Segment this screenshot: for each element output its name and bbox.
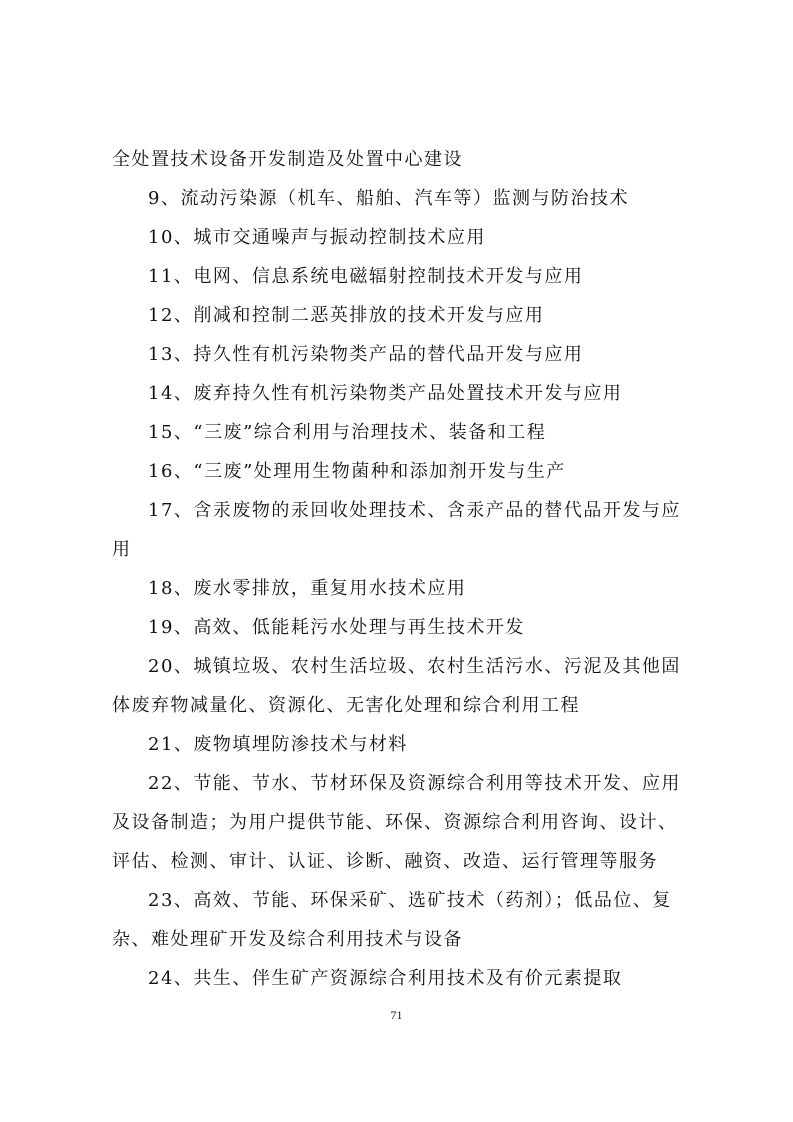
text-line: 全处置技术设备开发制造及处置中心建设 [112, 149, 463, 170]
list-item-22-continued: 评估、检测、审计、认证、诊断、融资、改造、运行管理等服务 [112, 851, 658, 872]
list-item-20-continued: 体废弃物减量化、资源化、无害化处理和综合利用工程 [112, 695, 580, 716]
list-item-21: 21、废物填埋防渗技术与材料 [148, 734, 408, 755]
list-item-23: 23、高效、节能、环保采矿、选矿技术（药剂）；低品位、复 [148, 890, 672, 911]
list-item-20: 20、城镇垃圾、农村生活垃圾、农村生活污水、污泥及其他固 [148, 656, 681, 677]
list-item-13: 13、持久性有机污染物类产品的替代品开发与应用 [148, 344, 584, 365]
list-item-24: 24、共生、伴生矿产资源综合利用技术及有价元素提取 [148, 968, 623, 989]
list-item-22: 22、节能、节水、节材环保及资源综合利用等技术开发、应用 [148, 773, 681, 794]
list-item-17: 17、含汞废物的汞回收处理技术、含汞产品的替代品开发与应 [148, 500, 681, 521]
page-number: 71 [390, 1008, 403, 1022]
list-item-19: 19、高效、低能耗污水处理与再生技术开发 [148, 617, 525, 638]
document-body [112, 140, 692, 998]
list-item-11: 11、电网、信息系统电磁辐射控制技术开发与应用 [148, 266, 584, 287]
list-item-14: 14、废弃持久性有机污染物类产品处置技术开发与应用 [148, 383, 623, 404]
list-item-18: 18、废水零排放，重复用水技术应用 [148, 578, 467, 599]
list-item-9: 9、流动污染源（机车、船舶、汽车等）监测与防治技术 [148, 188, 629, 209]
list-item-22-continued: 及设备制造；为用户提供节能、环保、资源综合利用咨询、设计、 [112, 812, 678, 833]
list-item-17-continued: 用 [112, 539, 132, 560]
list-item-12: 12、削减和控制二恶英排放的技术开发与应用 [148, 305, 545, 326]
list-item-16: 16、“三废”处理用生物菌种和添加剂开发与生产 [148, 461, 566, 482]
list-item-15: 15、“三废”综合利用与治理技术、装备和工程 [148, 422, 547, 443]
list-item-23-continued: 杂、难处理矿开发及综合利用技术与设备 [112, 929, 463, 950]
list-item-10: 10、城市交通噪声与振动控制技术应用 [148, 227, 486, 248]
